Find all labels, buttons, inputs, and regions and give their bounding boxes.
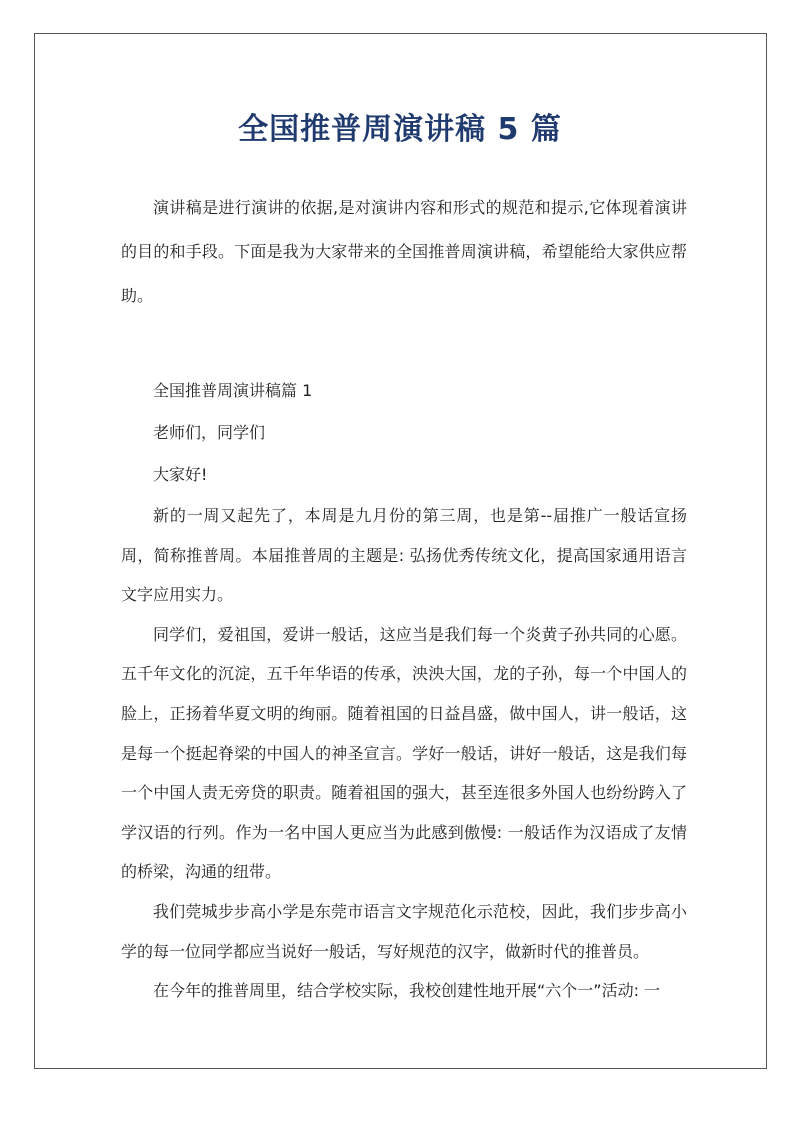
intro-paragraph: 演讲稿是进行演讲的依据,是对演讲内容和形式的规范和提示,它体现着演讲的目的和手段。下面是我为大家带来的全国推普周演讲稿，希望能给大家供应帮助。 [121, 198, 687, 305]
body-paragraph: 新的一周又起先了，本周是九月份的第三周，也是第--届推广一般话宣扬周，简称推普周。本届推普周的主题是: 弘扬优秀传统文化，提高国家通用语言文字应用实力。 [121, 506, 687, 605]
document-body [121, 186, 687, 1011]
salutation: 老师们，同学们 [153, 423, 266, 442]
body-paragraph: 我们莞城步步高小学是东莞市语言文字规范化示范校，因此，我们步步高小学的每一位同学都应当说好一般话，写好规范的汉字，做新时代的推普员。 [121, 901, 687, 961]
greeting: 大家好! [153, 465, 208, 484]
document-title: 全国推普周演讲稿 5 篇 [238, 112, 562, 147]
section-heading: 全国推普周演讲稿篇 1 [153, 381, 313, 400]
body-paragraph: 同学们，爱祖国，爱讲一般话，这应当是我们每一个炎黄子孙共同的心愿。五千年文化的沉淀，五千年华语的传承，泱泱大国，龙的子孙，每一个中国人的脸上，正扬着华夏文明的绚丽。随着祖国的日益昌盛，做中国人，讲一般话，这是每一个挺起脊梁的中国人的神圣宣言。学好一般话，讲好一般话，这是我们每一个中国人责无旁贷的职责。随着祖国的强大，甚至连很多外国人也纷纷跨入了学汉语的行列。作为一名中国人更应当为此感到傲慢: 一般话作为汉语成了友情的桥梁，沟通的纽带。 [121, 624, 687, 882]
body-paragraph: 在今年的推普周里，结合学校实际，我校创建性地开展“六个一”活动: 一 [153, 981, 661, 1001]
